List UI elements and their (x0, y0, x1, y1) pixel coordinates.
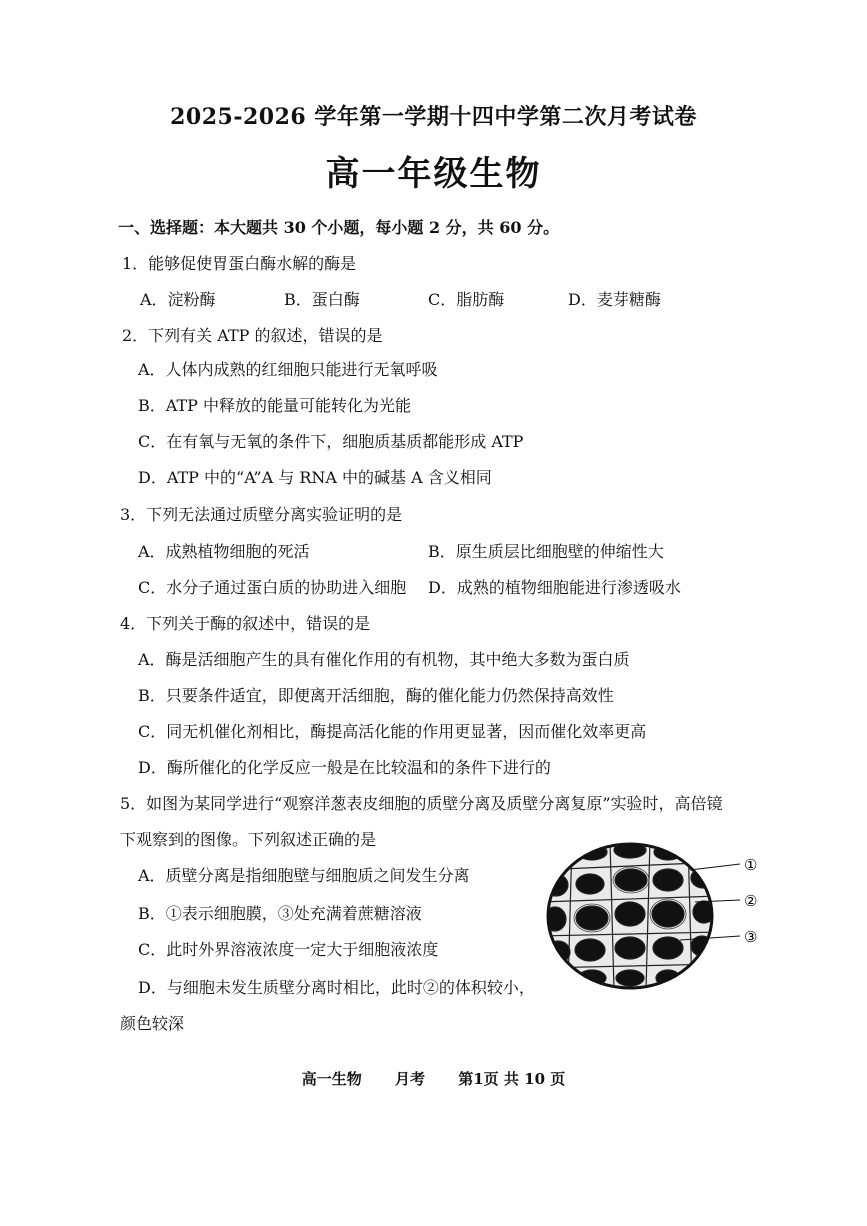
q2-option-d: D．ATP 中的“A”A 与 RNA 中的碱基 A 含义相同 (138, 468, 492, 487)
footer-course: 高一生物 (301, 1070, 362, 1088)
q4-option-b: B．只要条件适宜，即便离开活细胞，酶的催化能力仍然保持高效性 (138, 686, 614, 705)
q2-option-b: B．ATP 中释放的能量可能转化为光能 (138, 396, 411, 415)
q1-option-b: B．蛋白酶 (284, 290, 360, 309)
q3-option-c: C．水分子通过蛋白质的协助进入细胞 (138, 578, 407, 597)
q2-option-a: A．人体内成熟的红细胞只能进行无氧呼吸 (138, 360, 438, 379)
q4-option-d: D．酶所催化的化学反应一般是在比较温和的条件下进行的 (138, 758, 551, 777)
question-1-stem: 1．能够促使胃蛋白酶水解的酶是 (122, 254, 357, 273)
q3-option-d: D．成熟的植物细胞能进行渗透吸水 (428, 578, 681, 597)
q5-option-d-tail: 颜色较深 (120, 1014, 185, 1033)
q1-option-a: A．淀粉酶 (140, 290, 216, 309)
footer-page: 第1页 共 10 页 (458, 1070, 566, 1088)
q1-option-c: C．脂肪酶 (428, 290, 505, 309)
q5-option-b: B．①表示细胞膜，③处充满着蔗糖溶液 (138, 904, 422, 923)
question-5-stem: 5．如图为某同学进行“观察洋葱表皮细胞的质壁分离及质壁分离复原”实验时，高倍镜 (120, 794, 723, 813)
q5-option-c: C．此时外界溶液浓度一定大于细胞液浓度 (138, 940, 439, 959)
figure-label-2: ② (744, 892, 758, 910)
exam-title: 2025-2026 学年第一学期十四中学第二次月考试卷 (170, 104, 697, 130)
q5-option-a: A．质壁分离是指细胞壁与细胞质之间发生分离 (138, 866, 470, 885)
page-footer (0, 1068, 867, 1089)
figure-label-3: ③ (744, 928, 758, 946)
q1-option-d: D．麦芽糖酶 (568, 290, 661, 309)
q3-option-b: B．原生质层比细胞壁的伸缩性大 (428, 542, 664, 561)
q4-option-a: A．酶是活细胞产生的具有催化作用的有机物，其中绝大多数为蛋白质 (138, 650, 630, 669)
q3-option-a: A．成熟植物细胞的死活 (138, 542, 310, 561)
question-4-stem: 4．下列关于酶的叙述中，错误的是 (120, 614, 371, 633)
footer-type: 月考 (395, 1070, 426, 1088)
exam-subtitle: 高一年级生物 (325, 154, 542, 194)
section-header: 一、选择题：本大题共 30 个小题，每小题 2 分，共 60 分。 (118, 218, 560, 237)
question-5-stem-cont: 下观察到的图像。下列叙述正确的是 (120, 830, 377, 849)
question-2-stem: 2．下列有关 ATP 的叙述，错误的是 (122, 326, 383, 345)
figure-label-1: ① (744, 856, 758, 874)
q2-option-c: C．在有氧与无氧的条件下，细胞质基质都能形成 ATP (138, 432, 524, 451)
cell-micrograph-figure (540, 840, 770, 990)
q5-option-d: D．与细胞未发生质壁分离时相比，此时②的体积较小， (138, 978, 535, 997)
question-3-stem: 3．下列无法通过质壁分离实验证明的是 (120, 505, 403, 524)
q4-option-c: C．同无机催化剂相比，酶提高活化能的作用更显著，因而催化效率更高 (138, 722, 647, 741)
